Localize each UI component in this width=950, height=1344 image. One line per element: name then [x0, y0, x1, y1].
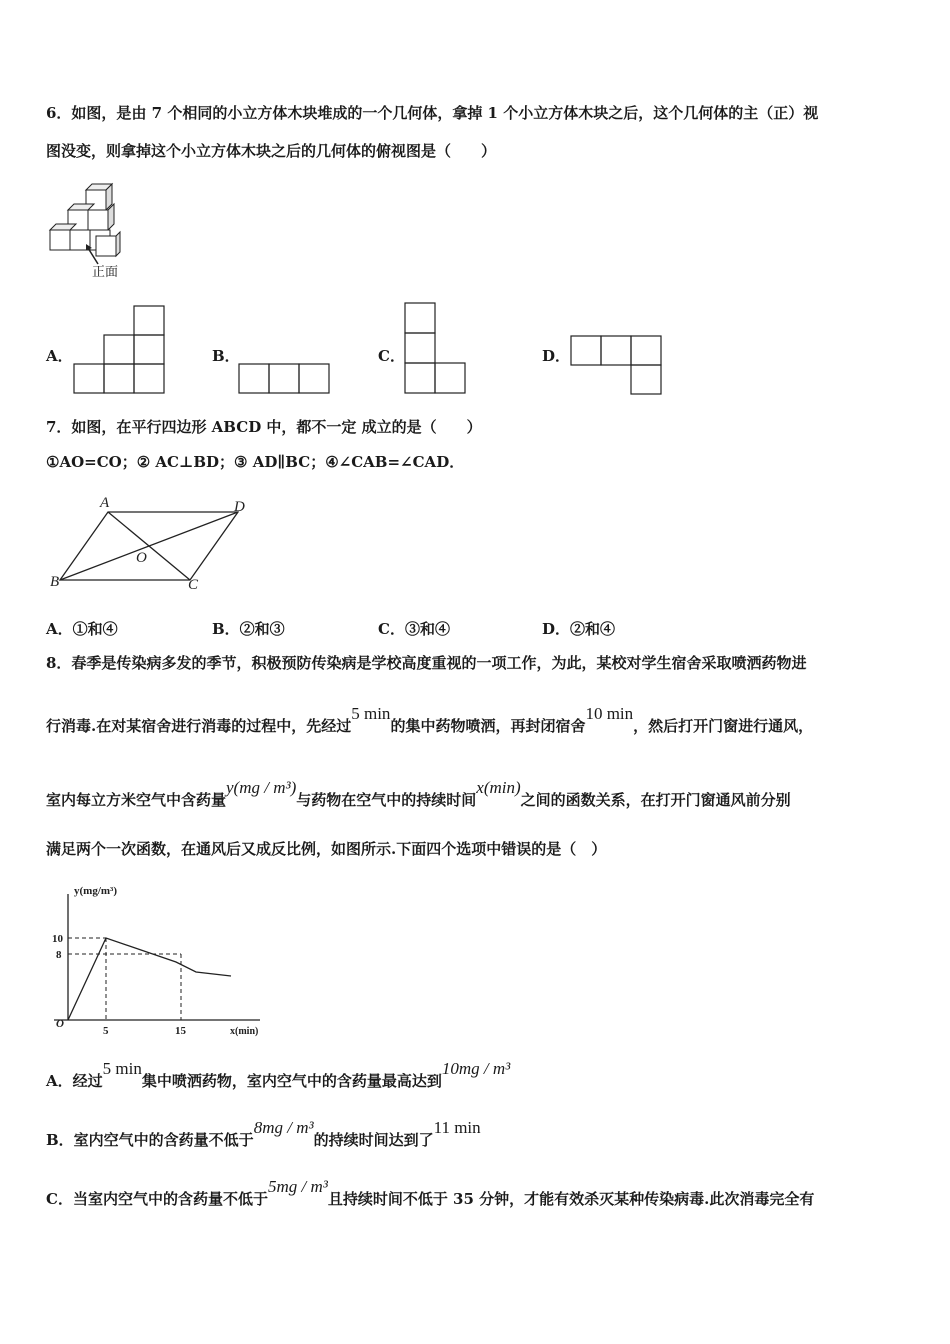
q8-line1: 8．春季是传染病多发的季节，积极预防传染病是学校高度重视的一项工作，为此，某校对学生宿舍采取喷洒药物进 — [46, 654, 807, 672]
q8-option-b: B．室内空气中的含药量不低于8mg / m³的持续时间达到了11 min — [46, 1118, 481, 1149]
q6-option-c-label: C． — [378, 347, 405, 365]
q7-label-c: C — [188, 577, 199, 592]
q7-label-a: A — [100, 495, 110, 511]
q8-option-c: C．当室内空气中的含药量不低于5mg / m³且持续时间不低于 35 分钟，才能有效杀灭某种传染病毒.此次消毒完全有 — [46, 1177, 815, 1208]
q7-option-b: B．②和③ — [212, 620, 285, 638]
q7-label-d: D — [234, 499, 245, 515]
q7-label-o: O — [136, 550, 147, 566]
q8-math-10min: 10 min — [585, 704, 634, 723]
q7-parallelogram-figure — [46, 492, 256, 592]
q8-graph-origin: O — [56, 1018, 64, 1030]
q6-option-b-figure — [238, 362, 332, 395]
q6-option-d-figure — [570, 335, 664, 397]
q8-graph-xtick-15: 15 — [175, 1025, 186, 1037]
q7-option-a: A．①和④ — [46, 620, 118, 638]
q7-option-d: D．②和④ — [542, 620, 616, 638]
q8-graph-ytick-10: 10 — [52, 933, 63, 945]
q6-line2: 图没变，则拿掉这个小立方体木块之后的几何体的俯视图是（ ） — [46, 142, 497, 160]
q7-line1: 7．如图，在平行四边形 ABCD 中，都不一定 成立的是（ ） — [46, 418, 482, 436]
q8-line3: 室内每立方米空气中含药量y(mg / m³)与药物在空气中的持续时间x(min)之间的函数关系，在打开门窗通风前分别 — [46, 778, 791, 809]
q6-option-c-figure — [404, 302, 468, 396]
q6-solid-figure — [46, 178, 136, 286]
q6-option-b-label: B． — [212, 347, 240, 365]
q8-math-y: y(mg / m³) — [226, 778, 297, 797]
q8-option-a: A．经过5 min集中喷洒药物，室内空气中的含药量最高达到10mg / m³ — [46, 1059, 511, 1090]
q7-line2: ①AO=CO；② AC⊥BD；③ AD∥BC；④∠CAB=∠CAD． — [46, 453, 465, 471]
q8-line2: 行消毒.在对某宿舍进行消毒的过程中，先经过5 min的集中药物喷洒，再封闭宿舍10 min，然后打开门窗进行通风， — [46, 704, 814, 735]
q8-graph — [46, 880, 272, 1042]
q8-graph-xtick-5: 5 — [103, 1025, 109, 1037]
q6-option-a-figure — [73, 305, 167, 395]
q8-graph-xlabel: x(min) — [230, 1026, 259, 1037]
q8-math-5min: 5 min — [351, 704, 391, 723]
q7-option-c: C．③和④ — [378, 620, 450, 638]
q7-label-b: B — [50, 574, 60, 590]
q8-graph-ylabel: y(mg/m³) — [74, 885, 118, 897]
q6-figure-label: 正面 — [92, 264, 119, 279]
q8-math-x: x(min) — [476, 778, 521, 797]
q6-line1: 6．如图，是由 7 个相同的小立方体木块堆成的一个几何体，拿掉 1 个小立方体木块之后，这个几何体的主（正）视 — [46, 104, 819, 122]
q8-line4: 满足两个一次函数，在通风后又成反比例，如图所示.下面四个选项中错误的是（ ） — [46, 840, 607, 858]
q8-graph-ytick-8: 8 — [56, 949, 62, 961]
q6-option-a-label: A． — [46, 347, 73, 365]
q6-option-d-label: D． — [542, 347, 571, 365]
